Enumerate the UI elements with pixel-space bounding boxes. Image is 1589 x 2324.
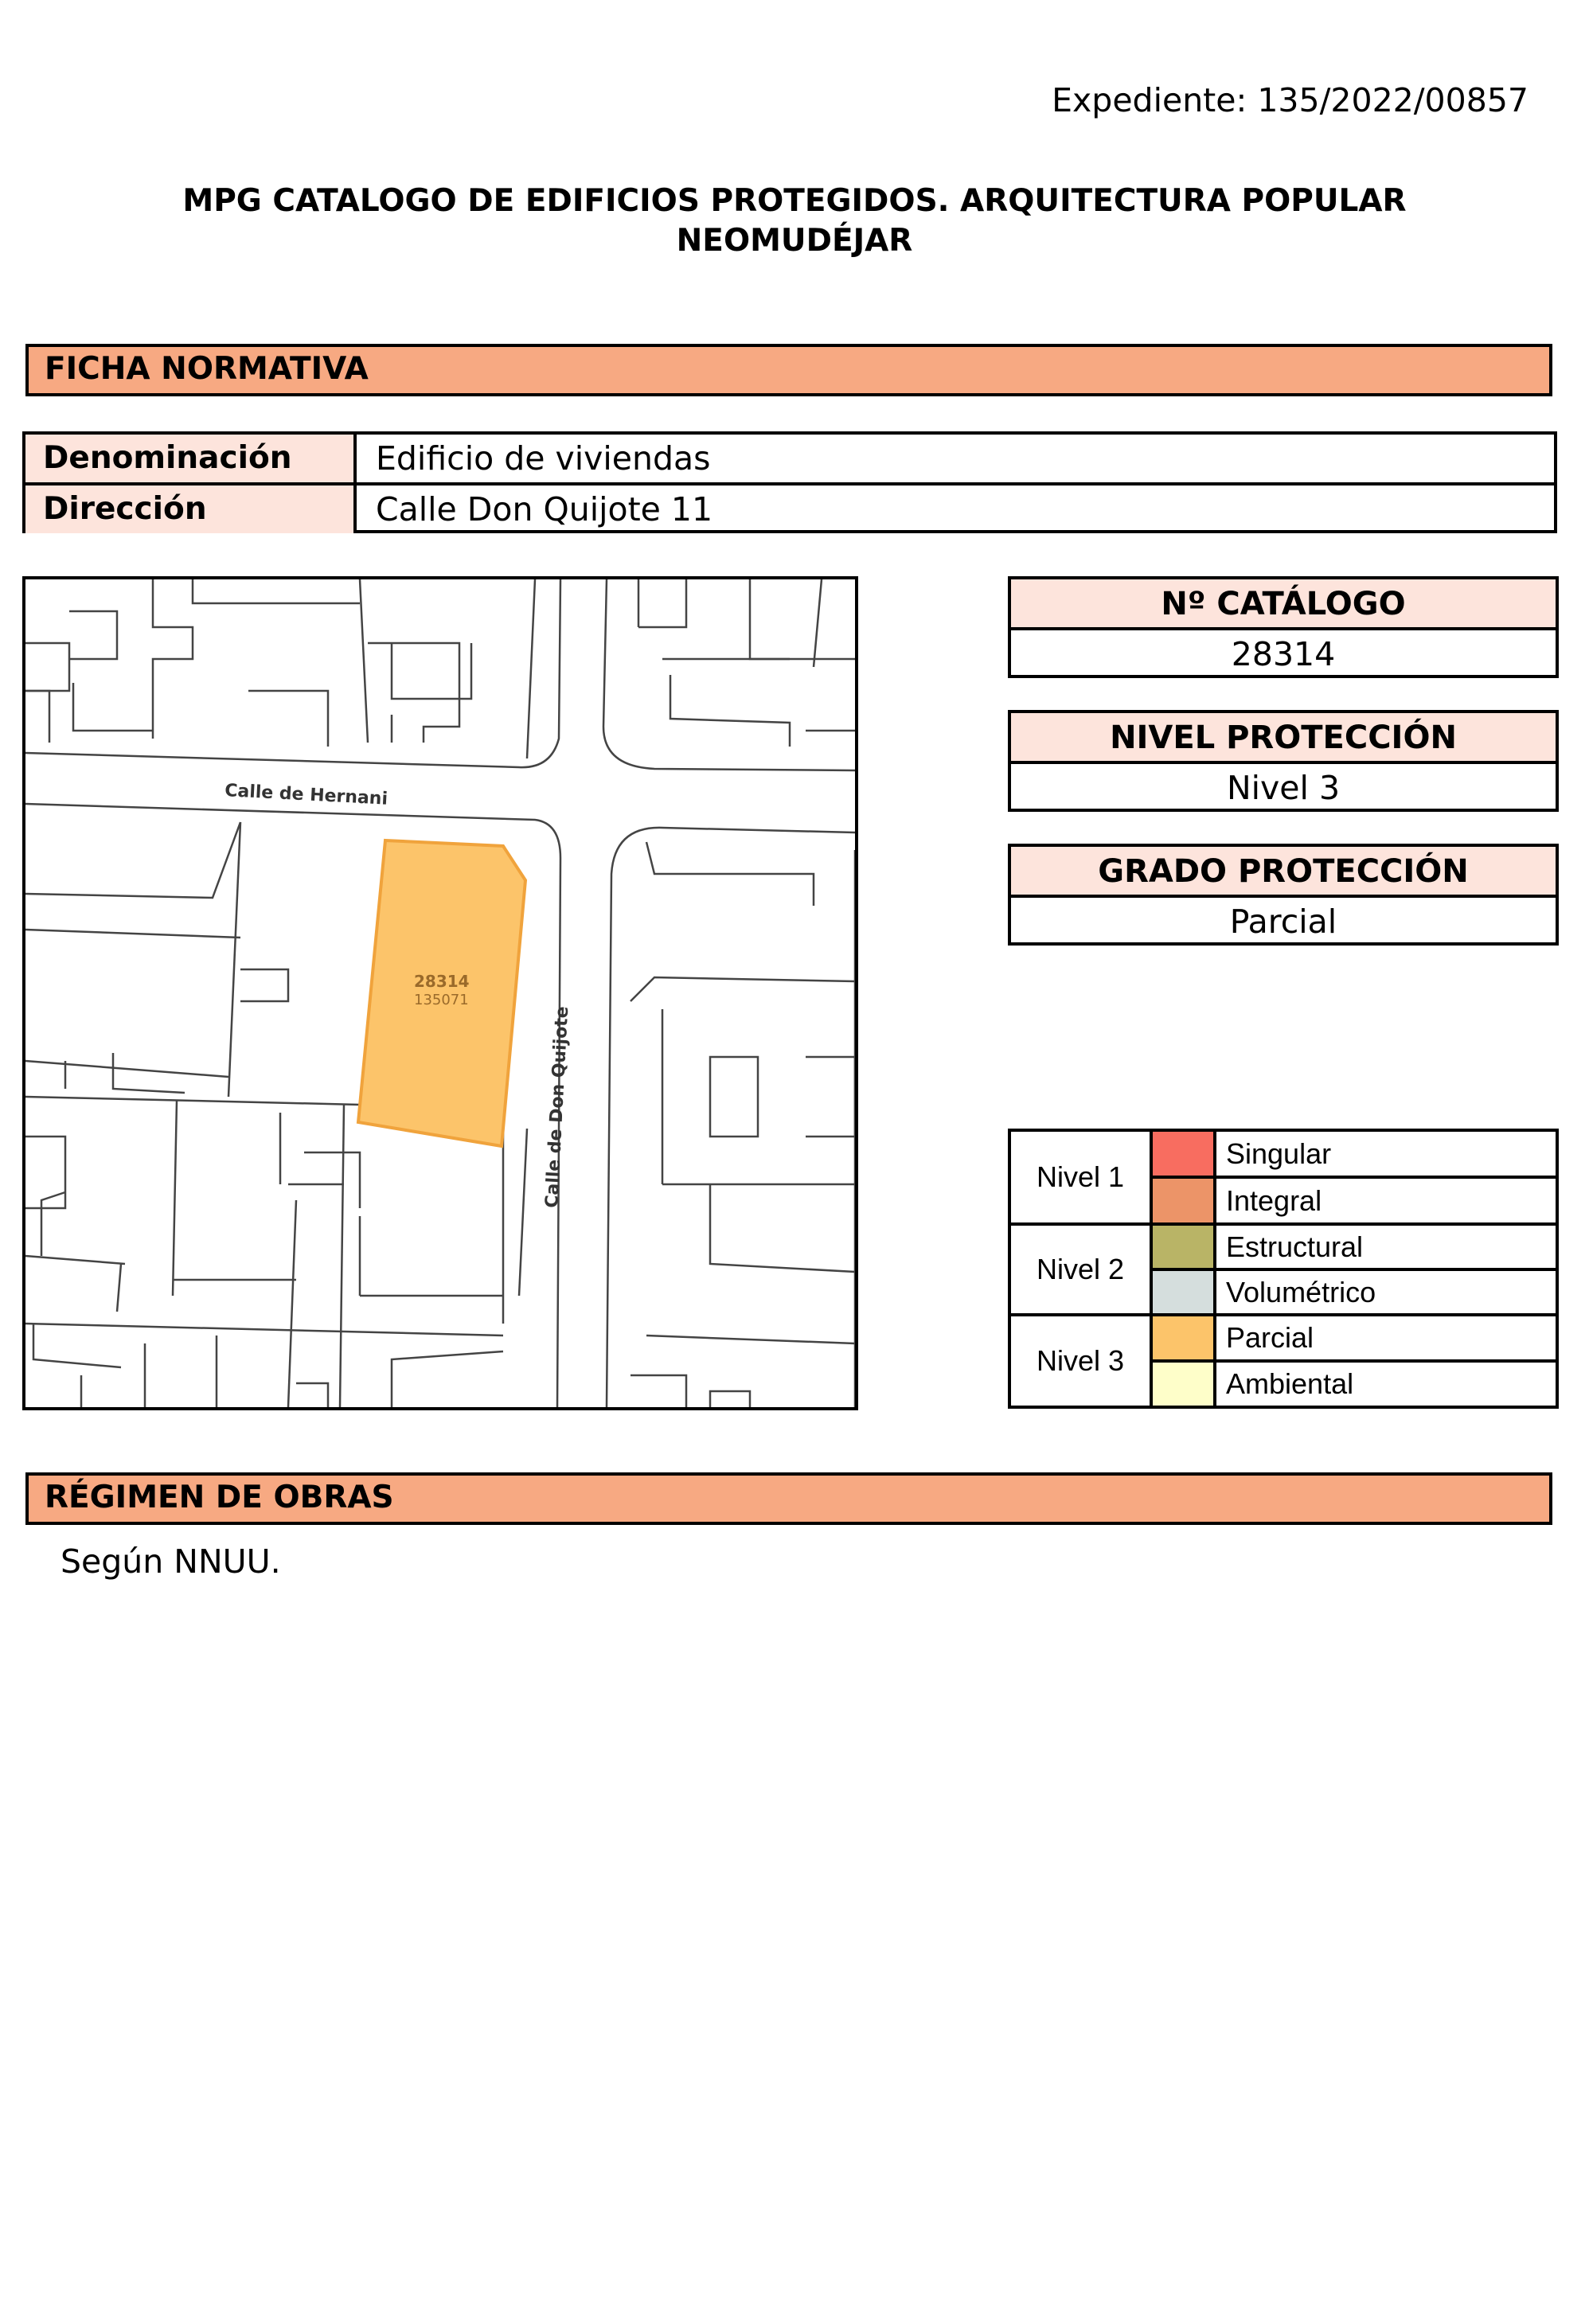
street-label-hernani: Calle de Hernani xyxy=(224,781,388,809)
direccion-value: Calle Don Quijote 11 xyxy=(376,490,713,528)
legend-divider xyxy=(1153,1359,1556,1363)
legend-name-parcial: Parcial xyxy=(1226,1321,1314,1354)
map-canvas xyxy=(25,579,855,1407)
catalogo-label: Nº CATÁLOGO xyxy=(1011,579,1556,630)
denominacion-label: Denominación xyxy=(25,435,357,482)
grado-proteccion-value: Parcial xyxy=(1229,903,1337,941)
legend-swatch-singular xyxy=(1153,1132,1216,1176)
parcel-label-1: 28314 xyxy=(414,972,470,991)
legend-name-ambiental: Ambiental xyxy=(1226,1367,1354,1400)
legend-name-integral: Integral xyxy=(1226,1183,1322,1217)
denominacion-value: Edificio de viviendas xyxy=(376,439,711,478)
legend-divider xyxy=(1011,1313,1556,1316)
nivel-proteccion-card xyxy=(1008,710,1559,812)
denominacion-row xyxy=(25,435,1554,485)
legend-swatch-integral xyxy=(1153,1179,1216,1222)
title-line-1: MPG CATALOGO DE EDIFICIOS PROTEGIDOS. ARQUITECTURA POPULAR xyxy=(182,183,1407,219)
legend-level-3: Nivel 3 xyxy=(1011,1316,1153,1406)
direccion-label: Dirección xyxy=(25,485,357,533)
protection-legend xyxy=(1008,1129,1559,1409)
location-map xyxy=(22,576,858,1410)
street-label-don-quijote: Calle de Don Quijote xyxy=(542,1005,573,1209)
legend-swatch-estructural xyxy=(1153,1226,1216,1268)
legend-level-2: Nivel 2 xyxy=(1011,1226,1153,1313)
ficha-normativa-header: FICHA NORMATIVA xyxy=(25,344,1552,396)
ficha-info-table xyxy=(22,431,1557,533)
legend-swatch-volumetrico xyxy=(1153,1271,1216,1313)
nivel-proteccion-value: Nivel 3 xyxy=(1226,769,1341,807)
parcel-label-2: 135071 xyxy=(414,992,469,1008)
title-line-2: NEOMUDÉJAR xyxy=(676,223,913,259)
legend-name-volumetrico: Volumétrico xyxy=(1226,1275,1376,1308)
catalogo-card xyxy=(1008,576,1559,678)
legend-swatch-parcial xyxy=(1153,1316,1216,1359)
regimen-obras-header: RÉGIMEN DE OBRAS xyxy=(25,1472,1552,1525)
legend-level-1: Nivel 1 xyxy=(1011,1132,1153,1222)
legend-name-singular: Singular xyxy=(1226,1137,1332,1170)
catalogo-value: 28314 xyxy=(1231,635,1336,673)
legend-swatch-ambiental xyxy=(1153,1363,1216,1406)
nivel-proteccion-label: NIVEL PROTECCIÓN xyxy=(1011,713,1556,764)
legend-divider xyxy=(1153,1176,1556,1179)
direccion-row xyxy=(25,485,1554,533)
legend-divider xyxy=(1011,1222,1556,1226)
expediente-number: Expediente: 135/2022/00857 xyxy=(1052,81,1528,119)
legend-divider xyxy=(1153,1268,1556,1271)
grado-proteccion-label: GRADO PROTECCIÓN xyxy=(1011,847,1556,898)
regimen-obras-text: Según NNUU. xyxy=(61,1542,281,1581)
document-title xyxy=(96,181,1493,261)
grado-proteccion-card xyxy=(1008,844,1559,946)
legend-name-estructural: Estructural xyxy=(1226,1230,1364,1263)
